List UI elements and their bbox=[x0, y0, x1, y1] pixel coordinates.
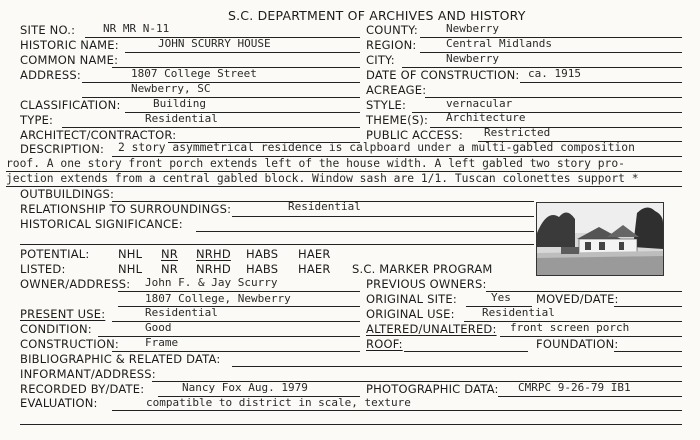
foundation-label: FOUNDATION: bbox=[536, 337, 619, 351]
address-label: ADDRESS: bbox=[20, 68, 81, 82]
type-label: TYPE: bbox=[20, 113, 54, 127]
date-construction-label: DATE OF CONSTRUCTION: bbox=[366, 68, 520, 82]
classification-value: Building bbox=[153, 97, 206, 110]
form-header: S.C. DEPARTMENT OF ARCHIVES AND HISTORY bbox=[228, 8, 526, 23]
theme-line bbox=[430, 127, 682, 128]
type-value: Residential bbox=[145, 112, 218, 125]
historic-name-value: JOHN SCURRY HOUSE bbox=[158, 37, 271, 50]
present-use-value: Residential bbox=[145, 306, 218, 319]
roof-line bbox=[404, 351, 528, 352]
county-label: COUNTY: bbox=[366, 23, 418, 37]
public-access-value: Restricted bbox=[484, 126, 551, 139]
public-access-label: PUBLIC ACCESS: bbox=[366, 128, 463, 142]
theme-value: Architecture bbox=[446, 111, 526, 124]
description-line3: jection extends from a central gabled block. Window sash are 1/1. Tuscan colonettes support * bbox=[6, 172, 639, 185]
description-line2: roof. A one story front porch extends left of the house width. A left gabled two story pro- bbox=[6, 157, 625, 170]
moved-date-line bbox=[614, 306, 682, 307]
theme-label: THEME(S): bbox=[366, 113, 429, 127]
condition-value: Good bbox=[145, 321, 172, 334]
house-photograph bbox=[536, 202, 664, 276]
relationship-value: Residential bbox=[288, 200, 361, 213]
original-use-value: Residential bbox=[482, 306, 555, 319]
listed-nrhd: NRHD bbox=[196, 262, 231, 276]
moved-date-label: MOVED/DATE: bbox=[536, 292, 619, 306]
potential-nhl: NHL bbox=[118, 247, 143, 261]
region-label: REGION: bbox=[366, 38, 417, 52]
original-site-value: Yes bbox=[491, 291, 511, 304]
relationship-label: RELATIONSHIP TO SURROUNDINGS: bbox=[20, 202, 232, 216]
listed-nr: NR bbox=[161, 262, 178, 276]
city-label: CITY: bbox=[366, 53, 395, 67]
address-line-rule bbox=[82, 82, 360, 83]
construction-label: CONSTRUCTION: bbox=[20, 337, 119, 351]
bibliographic-line bbox=[232, 366, 682, 367]
date-construction-value: ca. 1915 bbox=[528, 67, 581, 80]
original-site-label: ORIGINAL SITE: bbox=[366, 292, 457, 306]
city-value: Newberry bbox=[446, 52, 499, 65]
common-name-label: COMMON NAME: bbox=[20, 53, 119, 67]
style-value: vernacular bbox=[446, 97, 513, 110]
address-line2-rule bbox=[82, 97, 360, 98]
potential-nrhd: NRHD bbox=[196, 247, 231, 261]
listed-habs: HABS bbox=[246, 262, 279, 276]
significance-line2 bbox=[20, 244, 534, 245]
style-label: STYLE: bbox=[366, 98, 407, 112]
architect-label: ARCHITECT/CONTRACTOR: bbox=[20, 128, 177, 142]
construction-value: Frame bbox=[145, 336, 179, 349]
outbuildings-label: OUTBUILDINGS: bbox=[20, 187, 115, 201]
classification-label: CLASSIFICATION: bbox=[20, 98, 121, 112]
potential-haer: HAER bbox=[298, 247, 331, 261]
potential-nr: NR bbox=[161, 247, 178, 261]
evaluation-line1 bbox=[112, 410, 682, 411]
acreage-label: ACREAGE: bbox=[366, 83, 427, 97]
house-photo-image bbox=[537, 203, 663, 275]
address-line2: Newberry, SC bbox=[131, 82, 211, 95]
recorded-by-label: RECORDED BY/DATE: bbox=[20, 382, 145, 396]
listed-label: LISTED: bbox=[20, 262, 66, 276]
altered-value: front screen porch bbox=[510, 321, 630, 334]
significance-label: HISTORICAL SIGNIFICANCE: bbox=[20, 217, 183, 231]
historic-name-line bbox=[125, 52, 360, 53]
previous-owners-label: PREVIOUS OWNERS: bbox=[366, 277, 487, 291]
photographic-line bbox=[498, 396, 682, 397]
informant-label: INFORMANT/ADDRESS: bbox=[20, 367, 156, 381]
photographic-value: CMRPC 9-26-79 IB1 bbox=[518, 381, 631, 394]
bibliographic-label: BIBLIOGRAPHIC & RELATED DATA: bbox=[20, 352, 221, 366]
condition-line bbox=[98, 336, 360, 337]
relationship-line bbox=[232, 216, 534, 217]
listed-haer: HAER bbox=[298, 262, 331, 276]
owner-line1: John F. & Jay Scurry bbox=[145, 276, 278, 289]
marker-program-label: S.C. MARKER PROGRAM bbox=[352, 262, 493, 276]
county-value: Newberry bbox=[446, 22, 499, 35]
description-label: DESCRIPTION: bbox=[20, 142, 105, 156]
owner-line2: 1807 College, Newberry bbox=[145, 292, 291, 305]
altered-label: ALTERED/UNALTERED: bbox=[366, 322, 497, 336]
historic-name-label: HISTORIC NAME: bbox=[20, 38, 119, 52]
original-use-label: ORIGINAL USE: bbox=[366, 307, 455, 321]
region-value: Central Midlands bbox=[446, 37, 552, 50]
roof-label: ROOF: bbox=[366, 337, 403, 351]
description-line1: 2 story asymmetrical residence is calpboard under a multi-gabled composition bbox=[118, 141, 635, 154]
site-no-value: NR MR N-11 bbox=[103, 22, 170, 35]
address-line1: 1807 College Street bbox=[131, 67, 257, 80]
photographic-label: PHOTOGRAPHIC DATA: bbox=[366, 382, 499, 396]
date-construction-line bbox=[520, 82, 682, 83]
foundation-line bbox=[614, 351, 682, 352]
evaluation-label: EVALUATION: bbox=[20, 396, 98, 410]
potential-label: POTENTIAL: bbox=[20, 247, 90, 261]
recorded-by-value: Nancy Fox Aug. 1979 bbox=[182, 381, 308, 394]
listed-nhl: NHL bbox=[118, 262, 143, 276]
evaluation-value: compatible to district in scale, texture bbox=[146, 396, 411, 409]
site-no-label: SITE NO.: bbox=[20, 23, 76, 37]
evaluation-line2 bbox=[20, 424, 682, 425]
present-use-label: PRESENT USE: bbox=[20, 307, 106, 321]
significance-line1 bbox=[196, 231, 534, 232]
potential-habs: HABS bbox=[246, 247, 279, 261]
owner-address-label: OWNER/ADDRESS: bbox=[20, 277, 131, 291]
condition-label: CONDITION: bbox=[20, 322, 92, 336]
